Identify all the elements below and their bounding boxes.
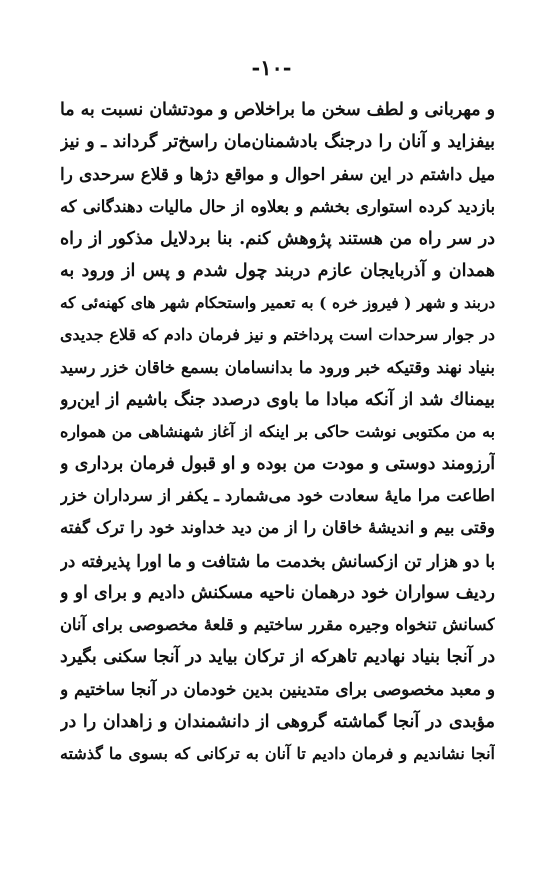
text-line: اطاعت مرا مایهٔ سعادت خود می‌شمارد ـ یکفر از سرداران خزر	[60, 486, 495, 506]
text-line: مؤبدی در آنجا گماشته گروهی از دانشمندان و زاهدان را در	[60, 711, 495, 732]
text-line: آرزومند دوستی و مودت من بوده و او قبول فرمان برداری و	[60, 454, 495, 475]
text-line: در جوار سرحدات است پرداختم و نیز فرمان دادم که قلاع جدیدی	[60, 325, 495, 345]
text-line: وقتی بیم و اندیشهٔ خاقان را از من دید خداوند خود را ترک گفته	[60, 518, 495, 538]
text-line: کسانش تنخواه وجیره مقرر ساختیم و قلعهٔ مخصوصی برای آنان	[60, 615, 495, 634]
text-line: بنیاد نهند وقتیکه خبر ورود ما بدانسامان بسمع خاقان خزر رسید	[60, 357, 495, 377]
text-line: و مهربانی و لطف سخن ما براخلاص و مودتشان نسبت به ما	[60, 100, 495, 120]
text-line: میل داشتم در این سفر احوال و مواقع دژها و قلاع سرحدی را	[60, 164, 495, 185]
page-number: -۱۰-	[251, 55, 292, 80]
text-line: همدان و آذربایجان عازم دربند چول شدم و پس از ورود به	[60, 260, 495, 281]
text-line: در آنجا بنیاد نهادیم تاهرکه از ترکان بیاید در آنجا سکنی بگیرد	[60, 647, 495, 668]
body-text	[60, 94, 495, 770]
text-line: بیفزاید و آنان را درجنگ بادشمنان‌مان راسخ‌تر گرداند ـ و نیز	[60, 132, 495, 153]
text-line: ردیف سواران خود درهمان ناحیه مسکنش دادیم و برای او و	[60, 582, 495, 603]
text-line: آنجا نشاندیم و فرمان دادیم تا آنان به ترکانی که بسوی ما گذشته	[60, 743, 495, 763]
text-line: بازدید کرده استواری بخشم و بعلاوه از حال مالیات دهندگانی که	[60, 196, 495, 216]
text-line: بیمناك شد از آنکه مبادا ما باوی درصدد جنگ باشیم از این‌رو	[60, 389, 495, 410]
text-line: با دو هزار تن ازکسانش بخدمت ما شتافت و ما اورا پذیرفته در	[60, 550, 495, 571]
text-line: دربند و شهر ( فیروز خره ) به تعمیر واستحکام شهر های کهنه‌ئی که	[60, 294, 495, 313]
text-line: و معبد مخصوصی برای متدینین بدین خودمان در آنجا ساختیم و	[60, 679, 495, 700]
text-line: در سر راه من هستند پژوهش کنم. بنا بردلایل مذکور از راه	[60, 228, 495, 249]
text-line: به من مکتوبی نوشت حاکی بر اینکه از آغاز شهنشاهی من همواره	[60, 421, 495, 441]
